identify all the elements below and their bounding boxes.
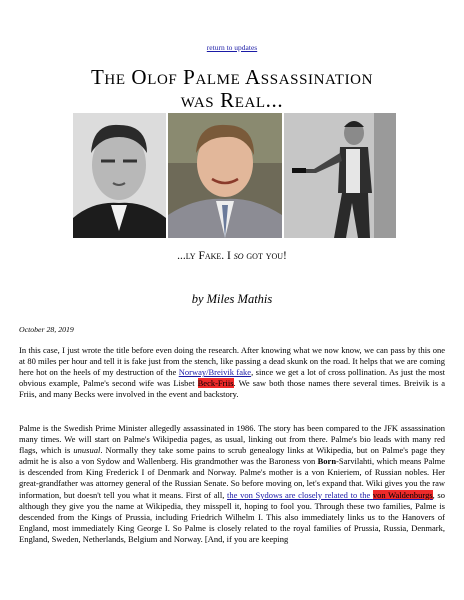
para2-bold-born: Born (317, 456, 337, 467)
subtitle (0, 250, 464, 262)
photo-palme-older (168, 113, 282, 238)
von-sydows-link-text: the von Sydows are closely related to the (227, 489, 373, 500)
subtitle-emphasis: so (233, 250, 244, 262)
para2-text-2: . Normally they take some pains to scrub genealogy links at Wikipedia, but on Palme's page they admit he is also a von Sydow and Wallenberg. His grandmother was the Baroness von (19, 445, 446, 467)
para2-text-3: -Sarvilahti, which means Palme is descended from King Frederick I of Denmark and Norway. Palme's mother is a von Knieriem, of Russian nobles. Her great-grandfather was attorney general of the Russian Senate. So before moving on, let's expand that. Wiki gives you the raw information, but doesn't tell you what it means. First of all, (19, 456, 445, 500)
highlight-beck-friis: Beck-Friis (197, 378, 234, 389)
article-date: October 28, 2019 (19, 325, 74, 334)
para2-emphasis-unusual: unusual (73, 445, 101, 456)
norway-breivik-link[interactable]: Norway/Breivik fake (178, 367, 252, 378)
paragraph-2 (19, 423, 445, 545)
photo-man-with-pistol (284, 113, 396, 238)
subtitle-post: got you! (243, 250, 287, 262)
para1-text-2: , since we get a lot of cross pollination. As just the most obvious example, Palme's second wife was Lisbet (19, 367, 446, 389)
title-line-2: was Real... (180, 88, 284, 112)
para1-text-3: . We saw both those names there several times. Breivik is a Friis, and many Becks were involved in the event and backstory. (19, 378, 445, 400)
portrait-photo-icon (73, 113, 166, 238)
von-sydows-link[interactable] (227, 490, 433, 500)
highlight-von-waldenburgs: von Waldenburgs (372, 489, 433, 500)
portrait-photo-icon (284, 113, 396, 238)
para2-text-1: Palme is the Swedish Prime Minister allegedly assassinated in 1986. The story has been compared to the JFK assassination many times. We will start on Palme's Wikipedia pages, as usual, linking out from there. Palme's bio leads with many red flags, which is (19, 423, 445, 456)
photo-palme-young (73, 113, 166, 238)
photo-strip (73, 113, 396, 238)
paragraph-1 (19, 345, 445, 400)
portrait-photo-icon (168, 113, 282, 238)
top-link-container (0, 43, 464, 52)
para2-text-4: , so although they give you the name at Wikipedia, they misspell it, hoping to fool you. Through these two families, Palme is descended from the Kings of Prussia, including Friedrich Wilhelm I. This also immediately links us to the Hanovers of England, most immediately King George I. So Palme is closely related to the royal families of Prussia, Russia, Denmark, England, Sweden, Netherlands, Belgium and Norway. [And, if you are keeping (19, 489, 445, 544)
subtitle-pre: ...ly Fake. I (177, 250, 234, 262)
title-line-1: The Olof Palme Assassination (90, 65, 374, 89)
page-title (0, 66, 464, 112)
byline: by Miles Mathis (191, 292, 273, 306)
para1-text-1: In this case, I just wrote the title before even doing the research. After knowing what we now know, we can pass by this one at 80 miles per hour and tell it is fake just from the stench, like passing a dead skunk on the road. It helps that we are coming here hot on the heels of my destruction of the (19, 345, 445, 378)
return-to-updates-link[interactable]: return to updates (206, 43, 258, 52)
